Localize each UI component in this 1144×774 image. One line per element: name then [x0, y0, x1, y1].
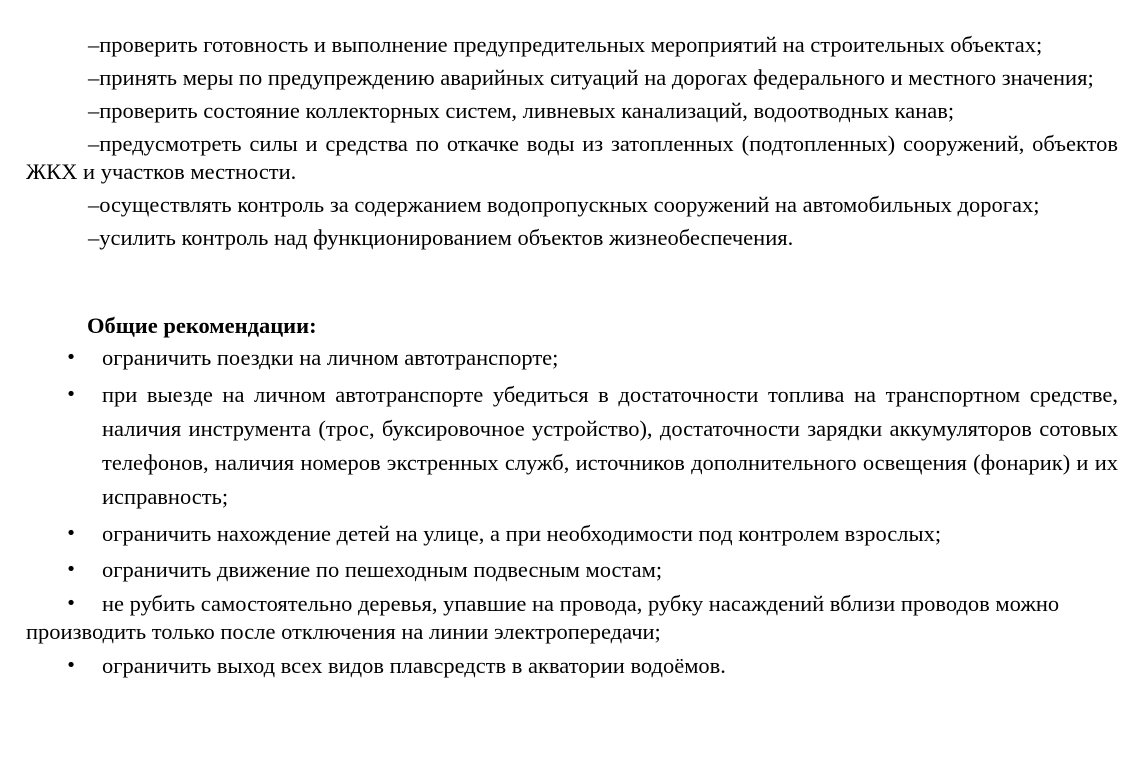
recommendation-item [26, 378, 1118, 514]
document-body [26, 31, 1118, 686]
measure-item: –проверить состояние коллекторных систем, ливневых канализаций, водоотводных канав; [88, 98, 955, 123]
measure-item: –проверить готовность и выполнение предупредительных мероприятий на строительных объектах; [88, 32, 1043, 57]
recommendation-text: ограничить выход всех видов плавсредств в акватории водоёмов. [102, 653, 726, 678]
recommendation-item [26, 650, 1118, 682]
recommendations-heading: Общие рекомендации: [87, 313, 317, 338]
bullet-icon: • [65, 347, 77, 368]
bullet-icon: • [65, 593, 77, 614]
recommendation-item [26, 342, 1118, 374]
bullet-icon: • [65, 655, 77, 676]
recommendation-text: ограничить нахождение детей на улице, а при необходимости под контролем взрослых; [102, 521, 942, 546]
bullet-icon: • [65, 384, 77, 405]
recommendation-item [26, 518, 1118, 550]
section-spacer [26, 257, 1118, 312]
recommendation-item [26, 590, 1118, 646]
measure-item: –предусмотреть силы и средства по откачке воды из затопленных (подтопленных) сооружений, объектов ЖКХ и участков местности. [26, 131, 1118, 184]
recommendation-text: при выезде на личном автотранспорте убедиться в достаточности топлива на транспортном средстве, наличия инструмента (трос, буксировочное устройство), достаточности зарядки аккумуляторов сотовых телефонов, наличия номеров экстренных служб, источников дополнительного освещения (фонарик) и их исправность; [102, 382, 1118, 509]
recommendation-text: не рубить самостоятельно деревья, упавшие на провода, рубку насаждений вблизи проводов можно производить только после отключения на линии электропередачи; [26, 591, 1060, 644]
recommendation-text: ограничить движение по пешеходным подвесным мостам; [102, 557, 663, 582]
bullet-icon: • [65, 523, 77, 544]
recommendation-text: ограничить поездки на личном автотранспорте; [102, 345, 559, 370]
measure-item: –осуществлять контроль за содержанием водопропускных сооружений на автомобильных дорогах; [88, 192, 1040, 217]
measure-item: –принять меры по предупреждению аварийных ситуаций на дорогах федерального и местного значения; [88, 65, 1094, 90]
recommendation-item [26, 554, 1118, 586]
recommendations-list [26, 342, 1118, 682]
bullet-icon: • [65, 559, 77, 580]
measure-item: –усилить контроль над функционированием объектов жизнеобеспечения. [88, 225, 794, 250]
